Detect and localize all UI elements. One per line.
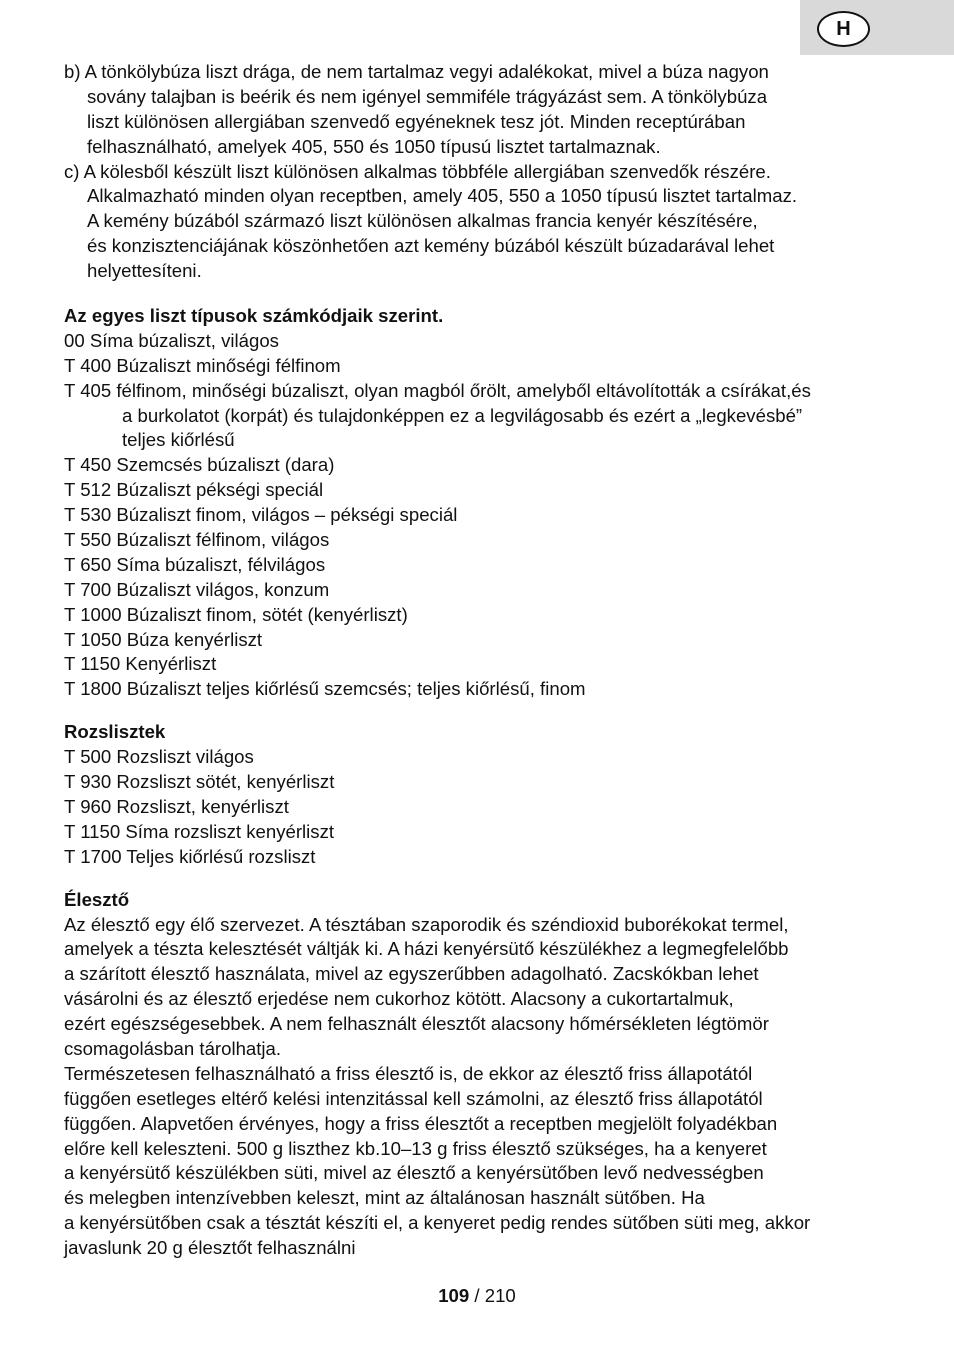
list-item: T 405 félfinom, minőségi búzaliszt, olyan magból őrölt, amelyből eltávolították a csírákat,és xyxy=(64,379,811,401)
text-line: sovány talajban is beérik és nem igényel semmiféle trágyázást sem. A tönkölybúza xyxy=(87,85,768,107)
language-tab xyxy=(800,0,954,55)
list-item: T 512 Búzaliszt pékségi speciál xyxy=(64,479,324,501)
list-item: T 450 Szemcsés búzaliszt (dara) xyxy=(64,454,335,476)
text-line: Alkalmazható minden olyan receptben, amely 405, 550 a 1050 típusú lisztet tartalmaz. xyxy=(87,185,798,207)
list-item: T 700 Búzaliszt világos, konzum xyxy=(64,578,330,600)
text-line: függően esetleges eltérő kelési intenzitással kell számolni, az élesztő friss állapotától xyxy=(64,1087,763,1109)
section-heading: Az egyes liszt típusok számkódjaik szerint. xyxy=(64,305,444,327)
list-item: T 1050 Búza kenyérliszt xyxy=(64,628,263,650)
text-line: A kemény búzából származó liszt különösen alkalmas francia kenyér készítésére, xyxy=(87,210,758,232)
text-line: felhasználható, amelyek 405, 550 és 1050 típusú lisztet tartalmaznak. xyxy=(87,135,661,157)
list-item: T 550 Búzaliszt félfinom, világos xyxy=(64,529,330,551)
page-footer xyxy=(0,1285,954,1307)
flour-types-section xyxy=(64,304,904,702)
paragraph-b xyxy=(64,60,904,160)
list-item-continuation: a burkolatot (korpát) és tulajdonképpen ez a legvilágosabb és ezért a „legkevésbé” xyxy=(122,404,803,426)
list-item: T 530 Búzaliszt finom, világos – pékségi speciál xyxy=(64,504,458,526)
list-item: T 650 Síma búzaliszt, félvilágos xyxy=(64,553,326,575)
text-line: liszt különösen allergiában szenvedő egyéneknek tesz jót. Minden receptúrában xyxy=(87,110,746,132)
text-line: Az élesztő egy élő szervezet. A tésztában szaporodik és széndioxid buborékokat termel, xyxy=(64,913,789,935)
text-line: ezért egészségesebbek. A nem felhasznált élesztőt alacsony hőmérsékleten légtömör xyxy=(64,1013,769,1035)
text-line: és melegben intenzívebben keleszt, mint az általánosan használt sütőben. Ha xyxy=(64,1187,705,1209)
list-item: T 1000 Búzaliszt finom, sötét (kenyérliszt) xyxy=(64,603,408,625)
text-line: a szárított élesztő használata, mivel az egyszerűbben adagolható. Zacskókban lehet xyxy=(64,963,759,985)
text-line: Természetesen felhasználható a friss élesztő is, de ekkor az élesztő friss állapotától xyxy=(64,1062,753,1084)
page-number: 109 xyxy=(438,1285,470,1306)
yeast-section xyxy=(64,888,904,1261)
text-line: c) A kölesből készült liszt különösen alkalmas többféle allergiában szenvedők részére. xyxy=(64,160,771,182)
list-item: T 930 Rozsliszt sötét, kenyérliszt xyxy=(64,771,335,793)
page-content xyxy=(64,60,904,1261)
text-line: előre kell keleszteni. 500 g liszthez kb.10–13 g friss élesztő szükséges, ha a kenyeret xyxy=(64,1137,767,1159)
text-line: javaslunk 20 g élesztőt felhasználni xyxy=(64,1237,356,1259)
text-line: függően. Alapvetően érvényes, hogy a friss élesztőt a receptben megjelölt folyadékban xyxy=(64,1112,778,1134)
text-line: amelyek a tészta kelesztését váltják ki. A házi kenyérsütő készülékhez a legmegfelelőbb xyxy=(64,938,789,960)
section-heading: Élesztő xyxy=(64,888,130,910)
text-line: helyettesíteni. xyxy=(87,260,202,282)
list-item: T 400 Búzaliszt minőségi félfinom xyxy=(64,354,341,376)
list-item: T 1150 Síma rozsliszt kenyérliszt xyxy=(64,820,335,842)
text-line: és konzisztenciájának köszönhetően azt kemény búzából készült búzadarával lehet xyxy=(87,235,775,257)
list-item: T 960 Rozsliszt, kenyérliszt xyxy=(64,795,289,817)
list-item: T 1700 Teljes kiőrlésű rozsliszt xyxy=(64,845,316,867)
text-line: a kenyérsütő készülékben süti, mivel az élesztő a kenyérsütőben levő nedvességben xyxy=(64,1162,764,1184)
text-line: csomagolásban tárolhatja. xyxy=(64,1037,282,1059)
list-item: T 1800 Búzaliszt teljes kiőrlésű szemcsés; teljes kiőrlésű, finom xyxy=(64,678,586,700)
page-total: / 210 xyxy=(474,1285,516,1306)
paragraph-c xyxy=(64,160,904,284)
text-line: b) A tönkölybúza liszt drága, de nem tartalmaz vegyi adalékokat, mivel a búza nagyon xyxy=(64,61,769,82)
section-heading: Rozslisztek xyxy=(64,721,166,743)
list-item: T 500 Rozsliszt világos xyxy=(64,746,254,768)
text-line: vásárolni és az élesztő erjedése nem cukorhoz kötött. Alacsony a cukortartalmuk, xyxy=(64,988,734,1010)
rye-section xyxy=(64,720,904,869)
list-item: T 1150 Kenyérliszt xyxy=(64,653,217,675)
list-item-continuation: teljes kiőrlésű xyxy=(122,429,235,451)
list-item: 00 Síma búzaliszt, világos xyxy=(64,329,279,351)
text-line: a kenyérsütőben csak a tésztát készíti el, a kenyeret pedig rendes sütőben süti meg, akkor xyxy=(64,1212,811,1234)
language-badge: H xyxy=(817,11,870,47)
